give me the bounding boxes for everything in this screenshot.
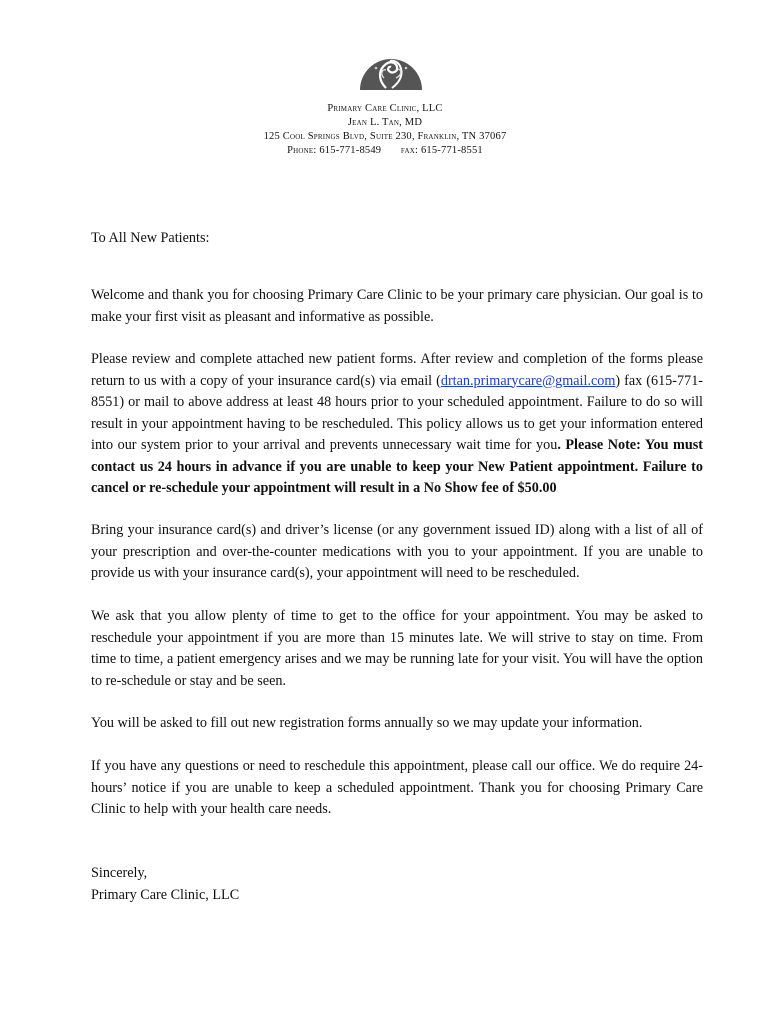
phone-label: Phone: bbox=[287, 145, 317, 156]
closing-text: Sincerely, bbox=[91, 865, 148, 881]
paragraph-insurance: Bring your insurance card(s) and driver’s license (or any government issued ID) along with a list of all of your prescription and over-the-counter medications with you to your appointment. If you are unable to provide us with your insurance card(s), your appointment will need to be rescheduled. bbox=[91, 522, 703, 581]
phone-number: 615-771-8549 bbox=[319, 145, 382, 156]
clinic-name: Primary Care Clinic, LLC bbox=[327, 103, 443, 114]
fax-number: 615-771-8551 bbox=[420, 145, 483, 156]
paragraph-questions: If you have any questions or need to reschedule this appointment, please call our office. We do require 24- hours’ notice if you are unable to keep a scheduled appointment. Thank you for choosing Primary Care Clinic to help with your health care needs. bbox=[91, 758, 703, 817]
closing-block bbox=[91, 863, 703, 906]
salutation: To All New Patients: bbox=[91, 230, 210, 246]
forms-text-b: ) fax (615-771-8551) or mail to above address at least 48 hours prior to your scheduled appointment. Failure to do so will result in your appointment having to be rescheduled. This policy allows us to get your information entered into our system prior to your arrival and prevents unnecessary wait time for you bbox=[91, 372, 704, 453]
fax-label: fax: bbox=[400, 145, 419, 156]
doctor-name: Jean L. Tan, MD bbox=[347, 117, 423, 128]
paragraph-arrival: We ask that you allow plenty of time to get to the office for your appointment. You may be asked to reschedule your appointment if you are more than 15 minutes late. We will strive to stay on time. From time to time, a patient emergency arises and we may be running late for your visit. You will have the option to re-schedule or stay and be seen. bbox=[91, 608, 703, 689]
signature-text: Primary Care Clinic, LLC bbox=[91, 886, 240, 903]
clinic-logo-icon bbox=[356, 44, 426, 92]
paragraph-registration: You will be asked to fill out new registration forms annually so we may update your information. bbox=[91, 715, 643, 731]
paragraph-forms bbox=[91, 349, 703, 500]
clinic-address: 125 Cool Springs Blvd, Suite 230, Franklin, TN 37067 bbox=[263, 131, 507, 142]
forms-text-a: Please review and complete attached new patient forms. After review and completion of the forms please return to us with a copy of your insurance card(s) via email ( bbox=[91, 351, 703, 389]
forms-note-bold: . Please Note: You must contact us 24 hours in advance if you are unable to keep your New Patient appointment. Failure to cancel or re-schedule your appointment will result in a No Show fee of $50.00 bbox=[91, 437, 703, 496]
paragraph-welcome: Welcome and thank you for choosing Primary Care Clinic to be your primary care physician. Our goal is to make your first visit as pleasant and informative as possible. bbox=[91, 287, 703, 325]
letterhead bbox=[0, 102, 770, 158]
email-link[interactable]: drtan.primarycare@gmail.com bbox=[440, 372, 616, 389]
contact-line bbox=[0, 144, 770, 158]
